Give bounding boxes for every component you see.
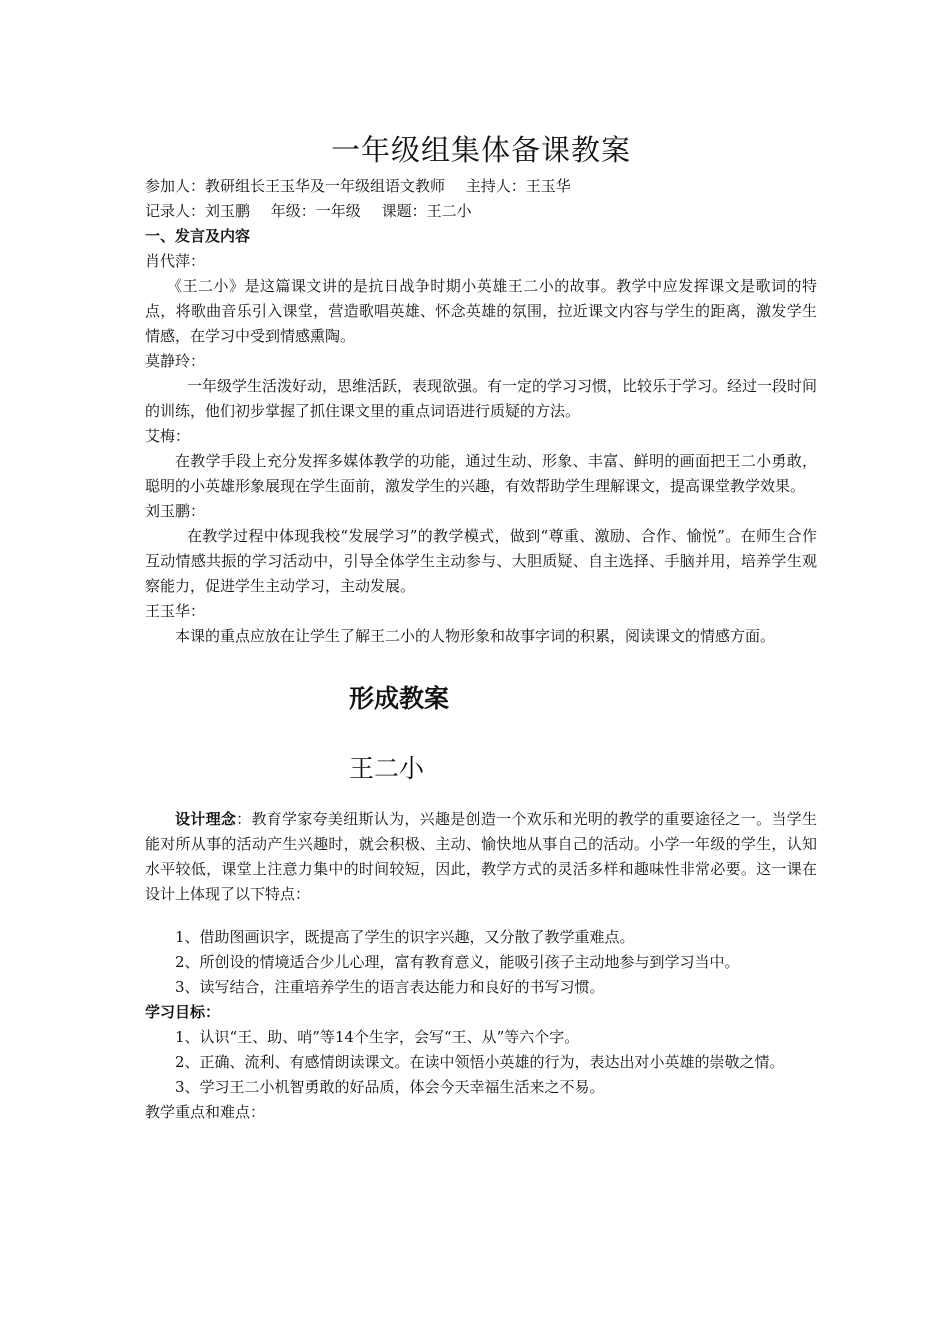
- spacer: [145, 789, 817, 807]
- speech-text: 在教学手段上充分发挥多媒体教学的功能，通过生动、形象、丰富、鲜明的画面把王二小勇敢，聪明的小英雄形象展现在学生面前，激发学生的兴趣，有效帮助学生理解课文，提高课堂教学效果。: [145, 452, 817, 495]
- feature-item: 3、读写结合，注重培养学生的语言表达能力和良好的书写习惯。: [175, 978, 605, 996]
- key-points-heading: 教学重点和难点：: [145, 1103, 266, 1121]
- design-concept-text: ：教育学家夸美纽斯认为，兴趣是创造一个欢乐和光明的教学的重要途径之一。当学生能对所从事的活动产生兴趣时，就会积极、主动、愉快地从事自己的活动。小学一年级的学生，认知水平较低，课堂上注意力集中的时间较短，因此，教学方式的灵活多样和趣味性非常必要。这一课在设计上体现了以下特点：: [145, 810, 817, 903]
- speaker-name: 刘玉鹏：: [145, 502, 206, 520]
- feature-item: 2、所创设的情境适合少儿心理，富有教育意义，能吸引孩子主动地参与到学习当中。: [175, 953, 740, 971]
- speaker-name: 艾梅：: [145, 427, 191, 445]
- grade-text: 年级：一年级: [270, 202, 361, 220]
- design-concept-paragraph: [145, 807, 817, 907]
- spacer: [145, 907, 817, 925]
- goal-item: 3、学习王二小机智勇敢的好品质，体会今天幸福生活来之不易。: [175, 1078, 605, 1096]
- meta-line-recorder: [145, 199, 817, 224]
- speech-block: [145, 249, 817, 349]
- topic-text: 课题：王二小: [381, 202, 472, 220]
- goal-item: 2、正确、流利、有感情朗读课文。在读中领悟小英雄的行为，表达出对小英雄的崇敬之情。: [175, 1053, 785, 1071]
- speaker-name: 肖代萍：: [145, 252, 206, 270]
- document-title: 一年级组集体备课教案: [330, 133, 631, 167]
- section-heading-speeches: 一、发言及内容: [145, 227, 251, 245]
- feature-item: 1、借助图画识字，既提高了学生的识字兴趣，又分散了教学重难点。: [175, 928, 635, 946]
- design-concept-label: 设计理念: [175, 810, 237, 828]
- document-page: [145, 128, 817, 1125]
- goal-item: 1、认识“王、助、哨”等14个生字，会写“王、从”等六个字。: [175, 1028, 580, 1046]
- meta-line-participants: [145, 174, 817, 199]
- speaker-name: 莫静玲：: [145, 352, 206, 370]
- speaker-name: 王玉华：: [145, 602, 206, 620]
- goals-heading: 学习目标：: [145, 1003, 221, 1021]
- spacer: [145, 649, 817, 679]
- speech-text: 《王二小》是这篇课文讲的是抗日战争时期小英雄王二小的故事。教学中应发挥课文是歌词的特点，将歌曲音乐引入课堂，营造歌唱英雄、怀念英雄的氛围，拉近课文内容与学生的距离，激发学生情感，在学习中受到情感熏陶。: [145, 277, 817, 345]
- plan-heading: 形成教案: [349, 684, 450, 713]
- host-text: 主持人：王玉华: [465, 177, 571, 195]
- spacer: [145, 719, 817, 749]
- speech-text: 一年级学生活泼好动，思维活跃，表现欲强。有一定的学习习惯，比较乐于学习。经过一段时间的训练，他们初步掌握了抓住课文里的重点词语进行质疑的方法。: [145, 377, 818, 420]
- recorder-text: 记录人：刘玉鹏: [145, 202, 251, 220]
- speech-block: [145, 599, 817, 649]
- speech-text: 在教学过程中体现我校“发展学习”的教学模式，做到“尊重、激励、合作、愉悦”。在师生合作互动情感共振的学习活动中，引导全体学生主动参与、大胆质疑、自主选择、手脑并用，培养学生观察能力，促进学生主动学习，主动发展。: [145, 527, 817, 595]
- lesson-heading: 王二小: [349, 754, 425, 783]
- speech-block: [145, 349, 817, 424]
- speech-block: [145, 499, 817, 599]
- speech-block: [145, 424, 817, 499]
- participants-text: 参加人：教研组长王玉华及一年级组语文教师: [145, 177, 446, 195]
- speech-text: 本课的重点应放在让学生了解王二小的人物形象和故事字词的积累，阅读课文的情感方面。: [175, 627, 776, 645]
